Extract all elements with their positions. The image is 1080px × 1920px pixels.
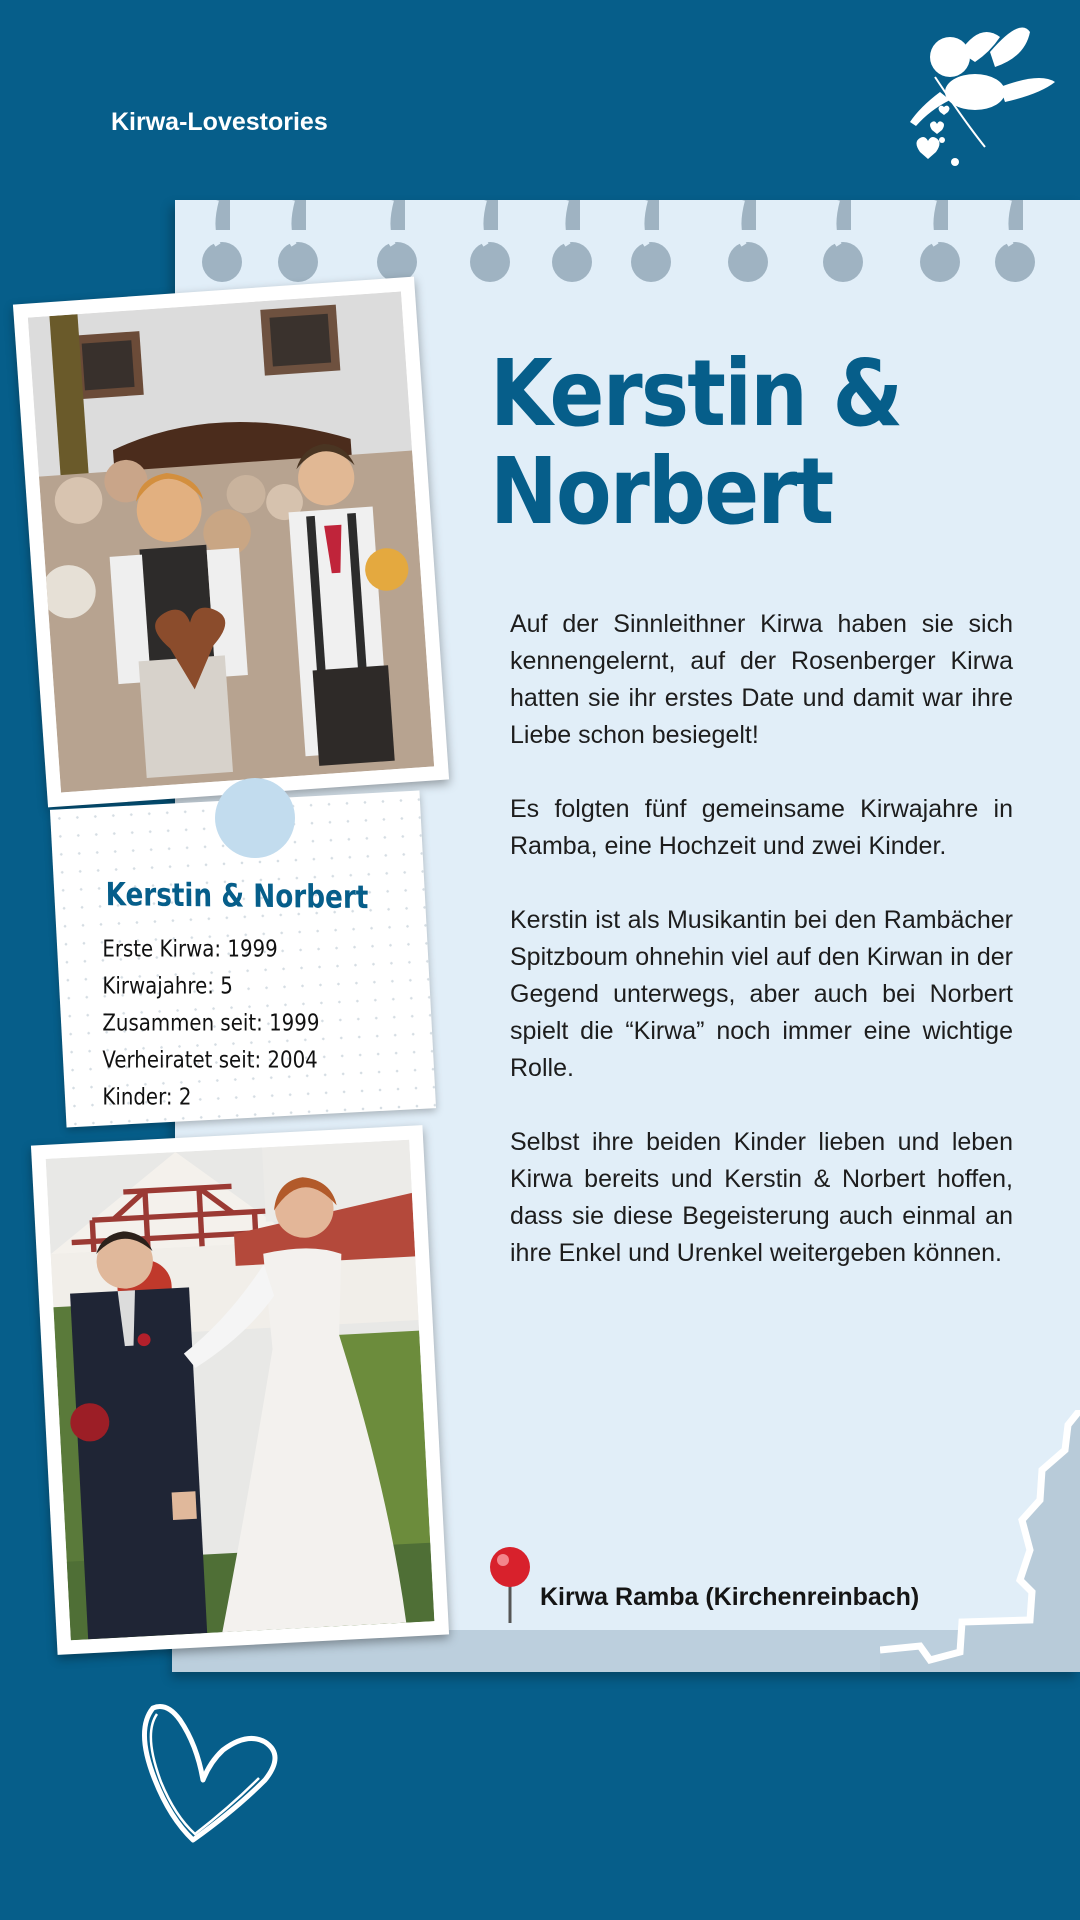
story-paragraph: Es folgten fünf gemeinsame Kirwajahre in Ramba, eine Hochzeit und zwei Kinder. [510,795,1013,860]
photo-wedding-image [46,1140,435,1640]
fact-item: Kinder: 2 [102,1084,192,1111]
story-paragraph: Kerstin ist als Musikantin bei den Rambächer Spitzboum ohnehin viel auf den Kirwan in der Gegend unterwegs, aber auch bei Norbert spielt die “Kirwa” noch immer eine wichtige Rolle. [510,906,1013,1082]
story-paragraph: Selbst ihre beiden Kinder lieben und leben Kirwa bereits und Kerstin & Norbert hoffen, dass sie diese Begeisterung auch einmal an ihre Enkel und Urenkel weitergeben können. [510,1128,1013,1267]
photo-kirwa-dance-image [28,292,434,793]
fact-item: Zusammen seit: 1999 [102,1010,320,1037]
title-line-2: Norbert [490,438,833,545]
page-title [490,340,983,545]
brand-name: Kirwa-Lovestories [111,108,328,136]
story-text [510,606,1013,1309]
photo-wedding [31,1125,449,1655]
fact-item: Verheiratet seit: 2004 [102,1047,318,1074]
photo-kirwa-dance [13,277,449,808]
torn-page-corner [880,1410,1080,1672]
cupid-icon [880,12,1070,202]
story-paragraph: Auf der Sinnleithner Kirwa haben sie sich kennengelernt, auf der Rosenberger Kirwa hatten sie ihr erstes Date und damit war ihre Liebe schon besiegelt! [510,610,1013,749]
heart-doodle-icon [125,1700,285,1850]
title-line-1: Kerstin & [490,340,902,447]
info-card-title: Kerstin & Norbert [105,875,369,917]
map-pin-icon [488,1545,534,1625]
fact-item: Kirwajahre: 5 [102,973,233,1000]
fact-item: Erste Kirwa: 1999 [102,936,278,963]
location-label: Kirwa Ramba (Kirchenreinbach) [540,1583,920,1611]
info-card-facts [102,931,354,1116]
pin-dot [215,778,295,858]
